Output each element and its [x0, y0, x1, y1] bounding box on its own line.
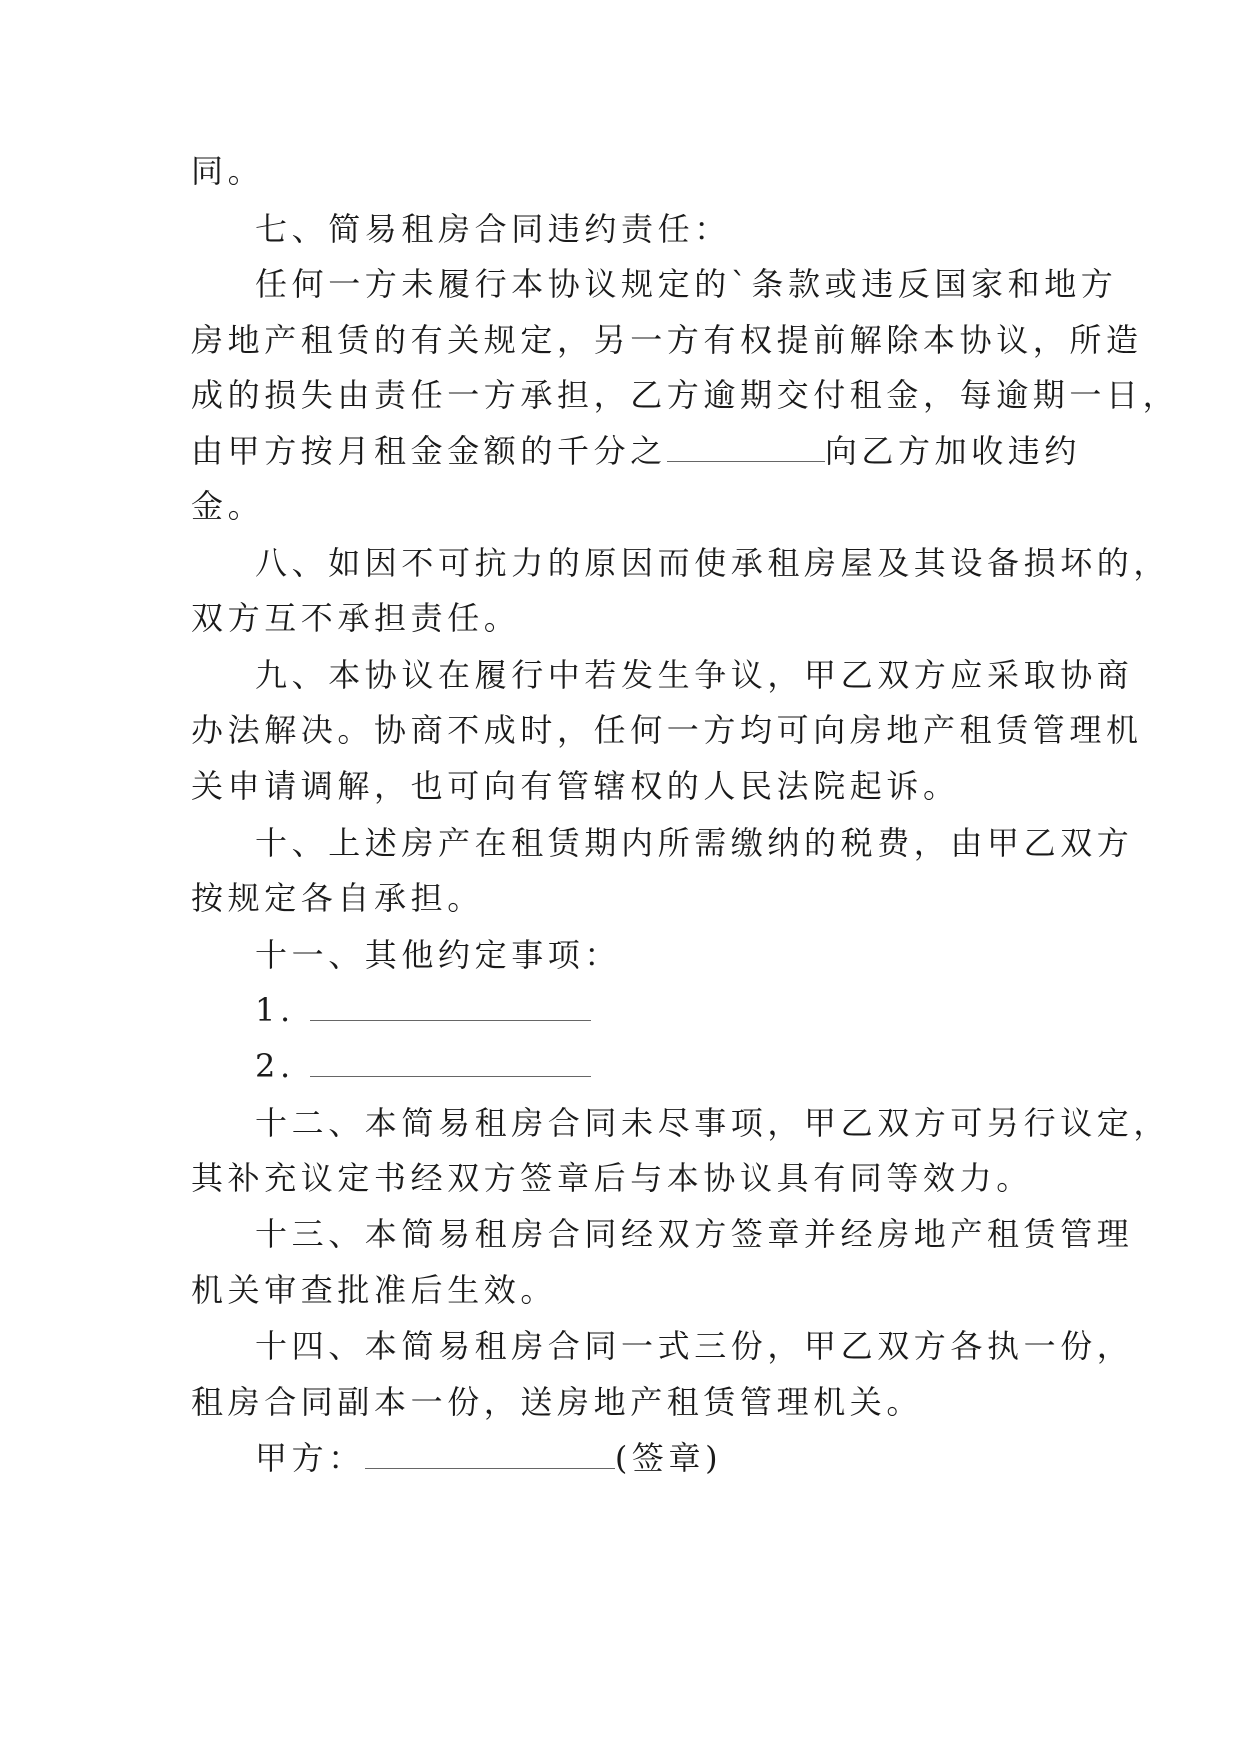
section-13-line-2: 机关审查批准后生效。 — [191, 1271, 558, 1309]
section-11-heading: 十一、其他约定事项： — [255, 936, 622, 974]
other-item-2-number: 2. — [255, 1047, 295, 1085]
section-7-line-4-text: 由甲方按月租金金额的千分之 — [191, 432, 667, 470]
section-9-line-3: 关申请调解，也可向有管辖权的人民法院起诉。 — [191, 767, 960, 805]
penalty-rate-blank[interactable] — [667, 431, 825, 462]
line-1: 同。 — [191, 152, 265, 190]
other-item-1-number: 1. — [255, 991, 295, 1029]
party-a-signature-blank[interactable] — [365, 1438, 615, 1469]
other-item-2 — [255, 1046, 1055, 1086]
section-10-line-1: 十、上述房产在租赁期内所需缴纳的税费，由甲乙双方 — [255, 824, 1134, 862]
party-a-label: 甲方： — [255, 1439, 365, 1477]
section-9-line-2: 办法解决。协商不成时，任何一方均可向房地产租赁管理机 — [191, 711, 1143, 749]
section-14-line-1: 十四、本简易租房合同一式三份，甲乙双方各执一份， — [255, 1327, 1134, 1365]
section-10-line-2: 按规定各自承担。 — [191, 879, 484, 917]
section-7-line-1: 任何一方未履行本协议规定的`条款或违反国家和地方 — [255, 265, 1118, 303]
section-8-line-2: 双方互不承担责任。 — [191, 599, 521, 637]
section-7-line-5: 金。 — [191, 487, 265, 525]
section-12-line-2: 其补充议定书经双方签章后与本协议具有同等效力。 — [191, 1159, 1033, 1197]
other-item-2-blank[interactable] — [310, 1046, 591, 1077]
seal-label: (签章) — [614, 1439, 723, 1477]
section-7-line-4-text-end: 向乙方加收违约 — [824, 432, 1082, 470]
section-7-line-3: 成的损失由责任一方承担，乙方逾期交付租金，每逾期一日， — [191, 376, 1180, 414]
section-8-line-1: 八、如因不可抗力的原因而使承租房屋及其设备损坏的， — [255, 544, 1171, 582]
section-14-line-2: 租房合同副本一份，送房地产租赁管理机关。 — [191, 1383, 924, 1421]
section-9-line-1: 九、本协议在履行中若发生争议，甲乙双方应采取协商 — [255, 656, 1134, 694]
section-12-line-1: 十二、本简易租房合同未尽事项，甲乙双方可另行议定， — [255, 1104, 1171, 1142]
party-a-signature-line — [255, 1438, 1055, 1478]
section-13-line-1: 十三、本简易租房合同经双方签章并经房地产租赁管理 — [255, 1215, 1134, 1253]
other-item-1-blank[interactable] — [310, 990, 591, 1021]
other-item-1 — [255, 990, 1055, 1030]
section-7-heading: 七、简易租房合同违约责任： — [255, 210, 731, 248]
section-7-line-2: 房地产租赁的有关规定，另一方有权提前解除本协议，所造 — [191, 321, 1143, 359]
section-7-line-4 — [191, 431, 1082, 471]
